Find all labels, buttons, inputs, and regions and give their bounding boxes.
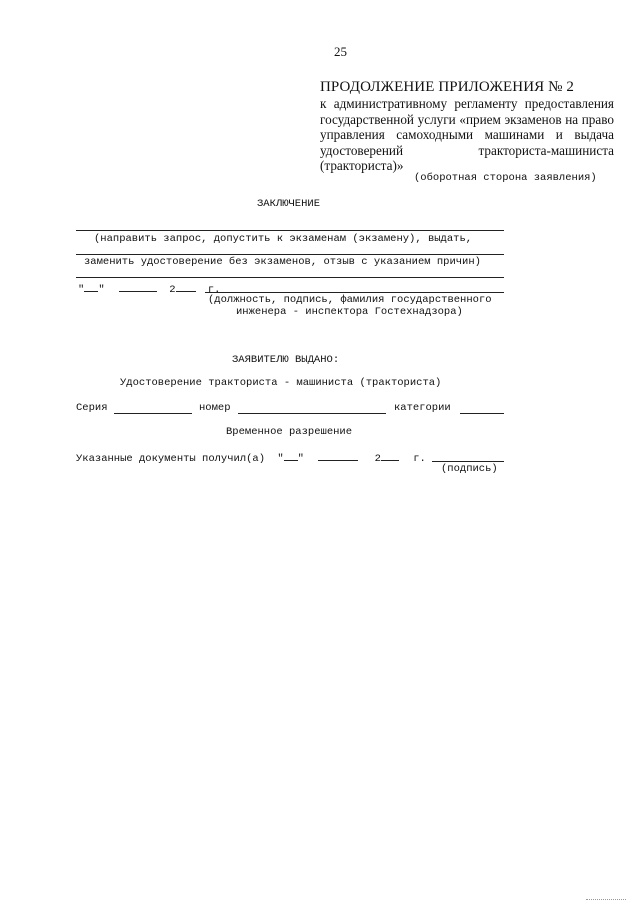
appendix-description — [320, 96, 614, 174]
conclusion-line-3[interactable] — [76, 277, 504, 278]
conclusion-title: ЗАКЛЮЧЕНИЕ — [257, 198, 321, 210]
received-label: Указанные документы получил(а) — [76, 453, 266, 465]
signature-hint-2: инженера - инспектора Гостехнадзора) — [236, 306, 463, 318]
conclusion-line-1[interactable] — [76, 230, 504, 231]
series-label: Серия — [76, 402, 108, 414]
quote-open: " — [277, 453, 284, 465]
reverse-side-note: (оборотная сторона заявления) — [414, 172, 597, 184]
certificate-label: Удостоверение тракториста - машиниста (тракториста) — [120, 377, 442, 389]
categories-label: категории — [394, 402, 451, 414]
conclusion-hint-1: (направить запрос, допустить к экзаменам (экзамену), выдать, — [94, 233, 473, 245]
received-day-field[interactable] — [284, 450, 298, 461]
series-field[interactable] — [114, 413, 192, 414]
conclusion-date-row — [78, 281, 220, 296]
year-suffix: г. — [413, 453, 426, 465]
appendix-line: государственной услуги «прием экзаменов на право — [320, 111, 614, 127]
appendix-line: управления самоходными машинами и выдача — [320, 127, 614, 142]
temp-permit-label: Временное разрешение — [226, 426, 353, 438]
appendix-title: ПРОДОЛЖЕНИЕ ПРИЛОЖЕНИЯ № 2 — [320, 79, 574, 95]
quote-open: " — [78, 284, 85, 296]
conclusion-day-field[interactable] — [84, 281, 98, 292]
inspector-signature-line[interactable] — [205, 292, 504, 293]
conclusion-hint-2: заменить удостоверение без экзаменов, отзыв с указанием причин) — [84, 256, 481, 268]
received-month-field[interactable] — [318, 450, 358, 461]
categories-field[interactable] — [460, 413, 504, 414]
scan-mark — [586, 899, 626, 900]
quote-close: " — [98, 284, 105, 296]
issued-title: ЗАЯВИТЕЛЮ ВЫДАНО: — [232, 354, 340, 366]
conclusion-month-field[interactable] — [119, 281, 157, 292]
number-field[interactable] — [238, 413, 386, 414]
appendix-line: к административному регламенту предоставления — [320, 96, 614, 111]
conclusion-line-2[interactable] — [76, 254, 504, 255]
year-prefix: 2 — [374, 453, 381, 465]
appendix-line: удостоверений тракториста-машиниста — [320, 142, 614, 158]
appendix-line: (тракториста)» — [320, 158, 404, 173]
received-row — [76, 450, 426, 465]
signature-hint-1: (должность, подпись, фамилия государственного — [208, 294, 492, 306]
conclusion-year-field[interactable] — [176, 281, 196, 292]
applicant-signature-hint: (подпись) — [441, 463, 498, 475]
number-label: номер — [199, 402, 231, 414]
quote-close: " — [297, 453, 304, 465]
page-number: 25 — [334, 44, 347, 59]
year-suffix: г. — [207, 284, 221, 296]
received-year-field[interactable] — [381, 450, 399, 461]
applicant-signature-field[interactable] — [432, 461, 504, 462]
year-prefix: 2 — [169, 284, 176, 296]
